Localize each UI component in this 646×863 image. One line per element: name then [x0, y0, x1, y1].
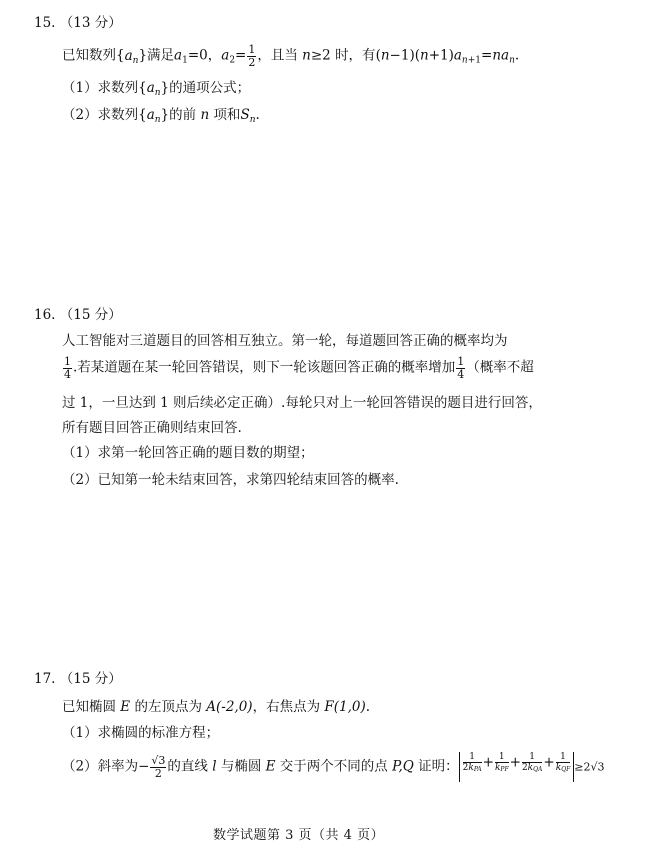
q16-line3: 过 1，一旦达到 1 则后续必定正确）.每轮只对上一轮回答错误的题目进行回答，: [62, 395, 542, 411]
q16-line2: $\frac{1}{4}$ .若某道题在某一轮回答错误，则下一轮该题回答正确的概率增加 $\frac{1}{4}$ （概率不超: [64, 355, 534, 381]
page-footer: 数学试题第 3 页（共 4 页）: [213, 828, 385, 843]
q16-line1: 人工智能对三道题目的回答相互独立。第一轮，每道题回答正确的概率均为: [62, 333, 508, 349]
q17-part1: （1）求椭圆的标准方程；: [62, 725, 220, 741]
q17-stem: 已知椭圆 E 的左顶点为 A(-2,0)，右焦点为 F(1,0).: [62, 699, 371, 715]
q15-stem: 已知数列$\{a_n\}$满足$a_1=0$，$a_2=$ $\frac{1}{2}$ ，且当 n≥2 时，有$(n-1)(n+1)a_{n+1}=na_n$.: [62, 43, 520, 69]
q16-part2: （2）已知第一轮未结束回答，求第四轮结束回答的概率.: [62, 472, 399, 488]
q15-number: 15. （13 分）: [34, 15, 122, 31]
q16-part1: （1）求第一轮回答正确的题目数的期望；: [62, 445, 314, 461]
reciprocal-slope-sum: 1 $2k_{PA}$ + 1 $k_{PF}$ + 1 $2k_{QA}$ + 1 $k_{QF}$: [459, 752, 575, 782]
q17-number: 17. （15 分）: [34, 671, 122, 687]
q17-part2: （2）斜率为− $\frac{√3}{2}$ 的直线 l 与椭圆 E 交于两个不同的点 P,Q 证明： 1 $2k_{PA}$ + 1 $k_{PF}$ + 1 $2k_{QA}$ + 1 $k_{QF}$ ≥2√3: [62, 752, 605, 782]
q15-part1: （1）求数列$\{a_n\}$的通项公式；: [62, 80, 251, 98]
q15-part2: （2）求数列$\{a_n\}$的前 n 项和$S_n$.: [62, 107, 260, 125]
q16-number: 16. （15 分）: [34, 307, 122, 323]
q16-line4: 所有题目回答正确则结束回答.: [62, 420, 242, 436]
